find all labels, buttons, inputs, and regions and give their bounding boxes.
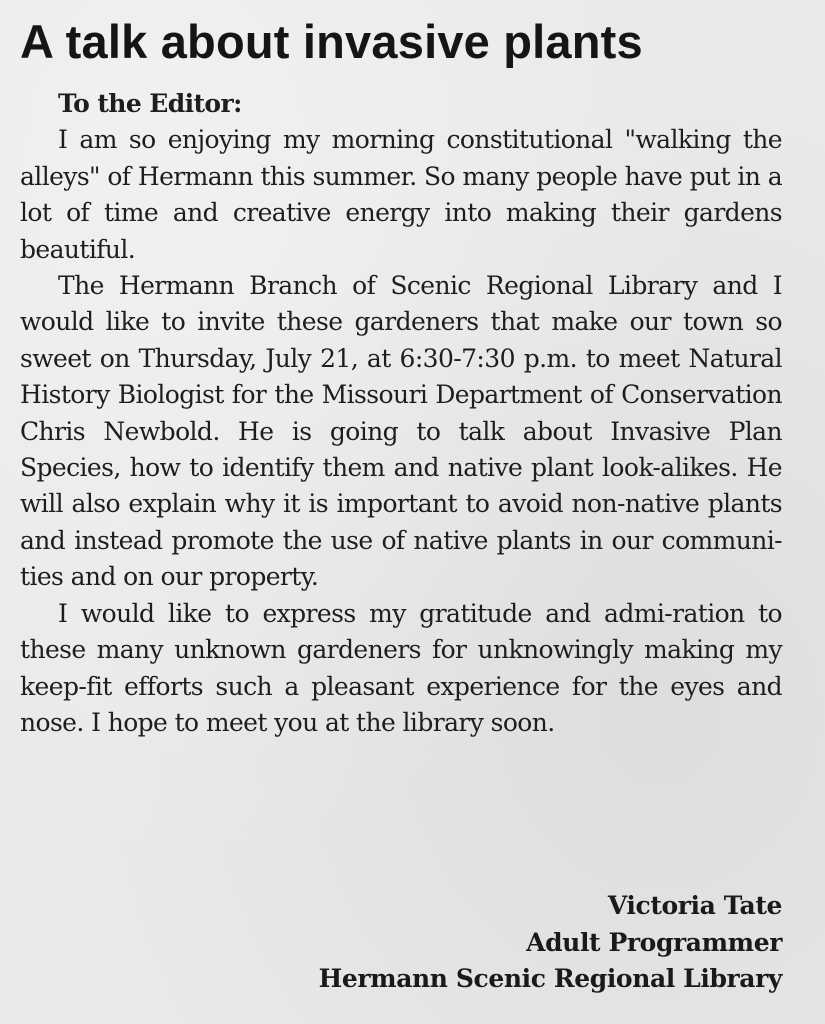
signature-name: Victoria Tate xyxy=(607,891,782,920)
signature-block xyxy=(319,888,782,998)
paragraph-2: The Hermann Branch of Scenic Regional Library and I would like to invite these gardeners that make our town so sweet on Thursday, July 21, at 6:30-7:30 p.m. to meet Natural History Biologist for the Missouri Department of Conservation Chris Newbold. He is going to talk about Invasive Plan Species, how to identify them and native plant look-alikes. He will also explain why it is important to avoid non-native plants and instead promote the use of native plants in our communi-ties and on our property. xyxy=(20,271,782,592)
signature-organization: Hermann Scenic Regional Library xyxy=(318,964,782,993)
letter-body xyxy=(20,86,782,741)
paragraph-3: I would like to express my gratitude and admi-ration to these many unknown gardeners for unknowingly making my keep-fit efforts such a pleasant experience for the eyes and nose. I hope to meet you at the library soon. xyxy=(20,598,782,737)
headline: A talk about invasive plants xyxy=(20,15,643,68)
signature-title: Adult Programmer xyxy=(526,927,782,957)
salutation: To the Editor: xyxy=(58,89,242,118)
paragraph-1: I am so enjoying my morning constitutional "walking the alleys" of Hermann this summer. So many people have put in a lot of time and creative energy into making their gardens beautiful. xyxy=(20,125,782,264)
